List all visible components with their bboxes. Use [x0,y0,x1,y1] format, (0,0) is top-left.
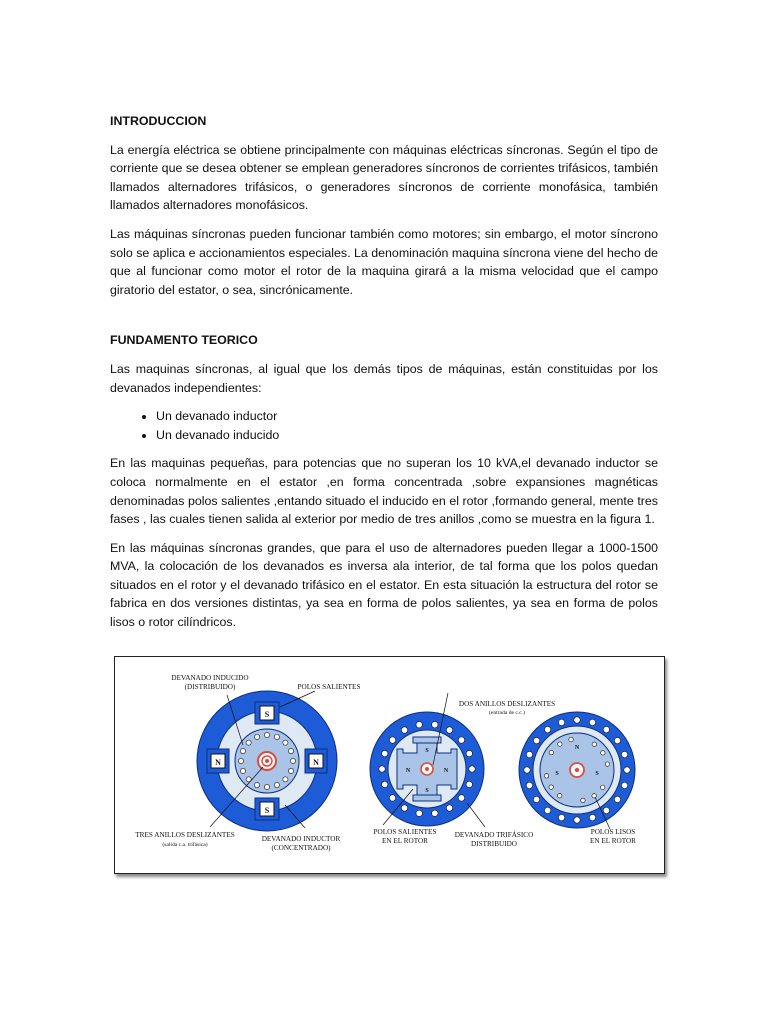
winding-slot [288,768,293,773]
winding-slot [458,737,464,743]
winding-slot [558,742,562,746]
winding-slot [274,734,279,739]
winding-slot [544,807,550,813]
winding-slot [382,750,388,756]
winding-slot [288,748,293,753]
winding-slot [524,767,530,773]
label-distribuido-2: DISTRIBUIDO [471,840,517,848]
label-concentrado: (CONCENTRADO) [271,844,331,852]
winding-slot [264,732,269,737]
pole-n-right: N [313,758,319,767]
rotor2-pole-s-bottom: S [425,788,429,794]
winding-slot [621,751,627,757]
label-devanado-trifasico: DEVANADO TRIFÁSICO [454,831,534,839]
rotor3-pole-s-left: S [555,771,559,777]
winding-slot [240,748,245,753]
winding-slot [614,796,620,802]
label-entrada-cc: (entrada de c.c.) [488,710,526,716]
winding-slot [533,737,539,743]
winding-slot [621,782,627,788]
winding-slot [605,762,609,766]
winding-slot [544,774,548,778]
winding-slot [469,766,475,772]
winding-slot [592,794,596,798]
winding-slot [382,781,388,787]
winding-slot [254,734,259,739]
winding-slot [549,785,553,789]
rotor2-pole-n-left: N [405,768,411,774]
winding-slot [416,721,422,727]
winding-slot [432,810,438,816]
rotor2-pole-s-top: S [425,748,429,754]
winding-slot [466,781,472,787]
winding-slot [290,758,295,763]
intro-paragraph-2: Las máquinas síncronas pueden funcionar también como motores; sin embargo, el motor síncrono solo se aplica e accionamientos especiales. La denominación maquina síncrona viene del hecho de que al funcionar como motor el rotor de la maquina girará a la misma velocidad que el campo giratorio del estator, o sea, sincrónicamente. [110,226,658,297]
winding-slot [624,767,630,773]
machine-salient-rotor [370,693,485,827]
winding-slot [254,782,259,787]
winding-slot [592,742,596,746]
rotor2-pole-n-right: N [443,768,449,774]
winding-slot [416,810,422,816]
winding-slot [549,750,553,754]
label-polos-salientes-rotor: POLOS SALIENTES [373,828,437,836]
rotor3-pole-n: N [574,745,580,751]
winding-slot [283,777,288,782]
winding-slot [526,751,532,757]
label-en-el-rotor-1: EN EL ROTOR [382,837,428,845]
intro-heading: INTRODUCCION [110,114,207,128]
winding-slot [603,807,609,813]
winding-slot [389,737,395,743]
machine-cylindrical-rotor [519,712,635,829]
devanados-list [110,407,658,444]
machine-salient-stator [197,691,337,831]
winding-slot [601,785,605,789]
intro-paragraph-1: La energía eléctrica se obtiene principalmente con máquinas eléctricas síncronas. Según el tipo de corriente que se desea obtener se emplean generadores síncronos de corrientes trifásicos, también llamados alternadores trifásicos, o generadores síncronos de corriente monofásica, también llamados alternadores monofásicos. [110,142,658,213]
winding-slot [569,737,573,741]
rotor3-pole-s-right: S [595,771,599,777]
label-en-el-rotor-2: EN EL ROTOR [590,837,636,845]
fundamento-paragraph-1: Las maquinas síncronas, al igual que los demás tipos de máquinas, están constituidas por los devanados independientes: [110,361,658,395]
winding-slot [401,805,407,811]
winding-slot [557,794,561,798]
winding-slot [466,750,472,756]
label-devanado-inducido: DEVANADO INDUCIDO [171,674,249,682]
pole-n-left: N [215,758,221,767]
winding-slot [526,782,532,788]
pole-s-top: S [264,710,270,719]
winding-slot [614,737,620,743]
label-polos-salientes: POLOS SALIENTES [297,683,361,691]
winding-slot [446,805,452,811]
label-tres-anillos: TRES ANILLOS DESLIZANTES [135,831,235,839]
list-item: • Un devanado inducido [156,426,658,445]
winding-slot [603,726,609,732]
winding-slot [379,766,385,772]
winding-slot [533,796,539,802]
winding-slot [264,784,269,789]
winding-slot [238,758,243,763]
winding-slot [389,795,395,801]
label-polos-lisos: POLOS LISOS [590,828,636,836]
winding-slot [601,751,605,755]
winding-slot [401,727,407,733]
label-distribuido: (DISTRIBUIDO) [184,683,236,691]
winding-slot [558,814,564,820]
winding-slot [432,721,438,727]
winding-slot [574,717,580,723]
document-body [110,112,658,642]
label-devanado-inductor: DEVANADO INDUCTOR [261,835,341,843]
winding-slot [458,795,464,801]
pole-s-bottom: S [264,806,270,815]
winding-slot [274,782,279,787]
winding-slot [283,740,288,745]
fundamento-heading: FUNDAMENTO TEORICO [110,333,258,348]
figure-synchronous-machines [114,656,665,874]
fundamento-paragraph-2: En las maquinas pequeñas, para potencias que no superan los 10 kVA,el devanado inductor se coloca normalmente en el estator ,en forma concentrada ,sobre expansiones magnéticas denominadas polos salientes ,entando situado el inducido en el rotor ,formando general, mente tres fases , las cuales tienen salida al exterior por medio de tres anillos ,como se muestra en la figura 1. [110,456,658,527]
winding-slot [589,814,595,820]
winding-slot [446,727,452,733]
fundamento-paragraph-3: En las máquinas síncronas grandes, que para el uso de alternadores pueden llegar a 1000-1500 MVA, la colocación de los devanados es inversa ala interior, de tal forma que los polos quedan situados en el rotor y el devanado trifásico en el estator. En esta situación la estructura del rotor se fabrica en dos versiones distintas, ya sea en forma de polos salientes, ya sea en forma de polos lisos o rotor cilíndricos. [110,540,658,630]
label-salida-ca: (salida c.a. trifásica) [162,842,208,848]
winding-slot [574,817,580,823]
list-item: • Un devanado inductor [156,407,658,426]
winding-slot [581,798,585,802]
winding-slot [558,719,564,725]
label-dos-anillos: DOS ANILLOS DESLIZANTES [458,700,556,708]
winding-slot [240,768,245,773]
winding-slot [589,719,595,725]
winding-slot [246,740,251,745]
winding-slot [544,726,550,732]
